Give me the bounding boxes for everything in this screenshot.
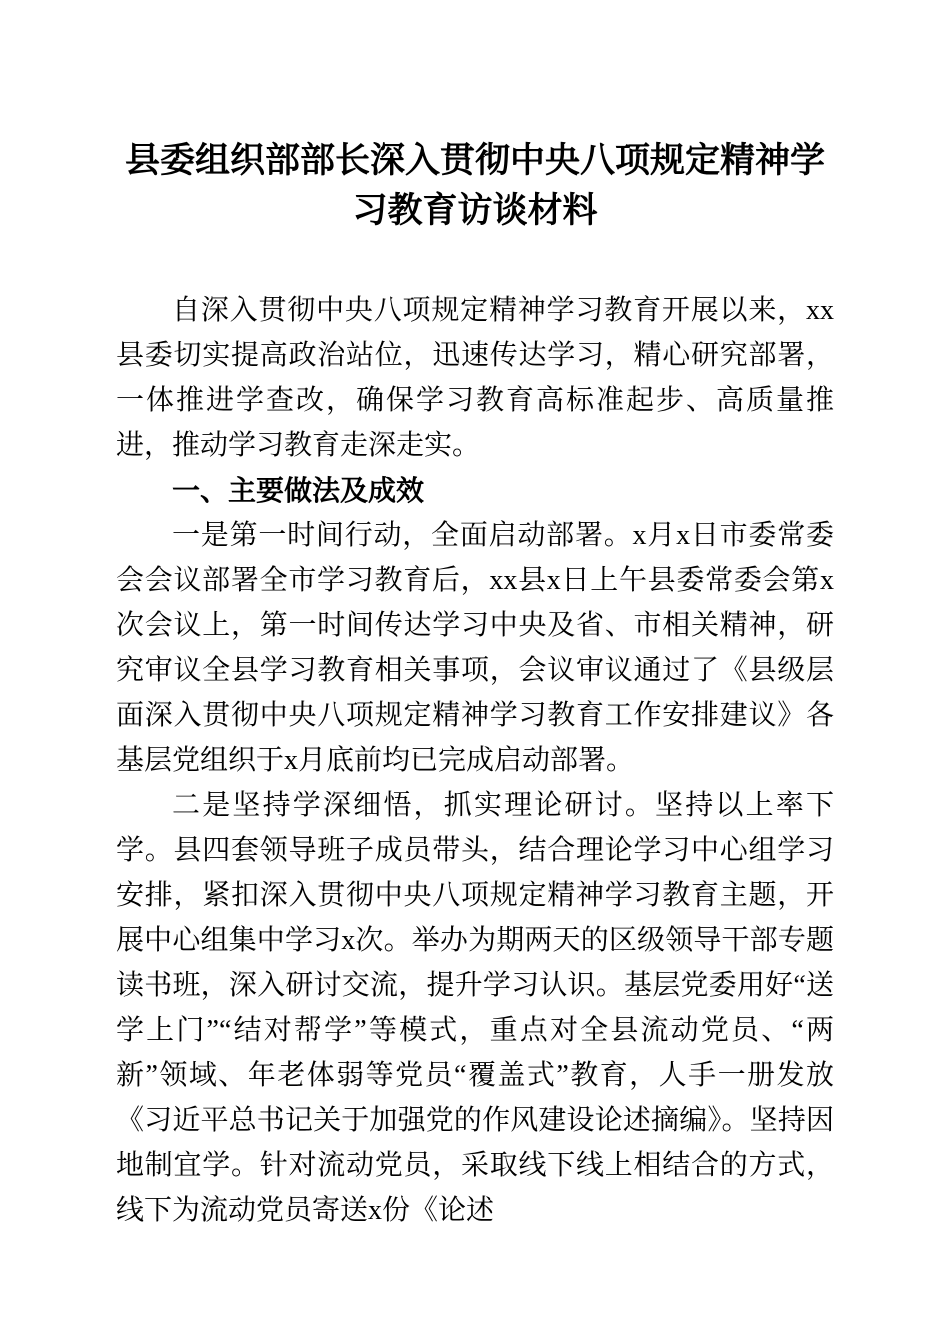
section-heading: 一、主要做法及成效 bbox=[172, 475, 425, 506]
document-title: 县委组织部部长深入贯彻中央八项规定精神学习教育访谈材料 bbox=[124, 141, 825, 230]
paragraph-point-two: 二是坚持学深细悟，抓实理论研讨。坚持以上率下学。县四套领导班子成员带头，结合理论学习中心组学习安排，紧扣深入贯彻中央八项规定精神学习教育主题，开展中心组集中学习x次。举办为期两天的区级领导干部专题读书班，深入研讨交流，提升学习认识。基层党委用好“送学上门”“结对帮学”等模式，重点对全县流动党员、“两新”领域、年老体弱等党员“覆盖式”教育，人手一册发放《习近平总书记关于加强党的作风建设论述摘编》。坚持因地制宜学。针对流动党员，采取线下线上相结合的方式，线下为流动党员寄送x份《论述 bbox=[116, 790, 834, 1226]
paragraph-intro: 自深入贯彻中央八项规定精神学习教育开展以来，xx县委切实提高政治站位，迅速传达学习，精心研究部署，一体推进学查改，确保学习教育高标准起步、高质量推进，推动学习教育走深走实。 bbox=[116, 295, 834, 461]
paragraph-point-one: 一是第一时间行动，全面启动部署。x月x日市委常委会会议部署全市学习教育后，xx县x日上午县委常委会第x次会议上，第一时间传达学习中央及省、市相关精神，研究审议全县学习教育相关事项，会议审议通过了《县级层面深入贯彻中央八项规定精神学习教育工作安排建议》各基层党组织于x月底前均已完成启动部署。 bbox=[116, 520, 834, 776]
